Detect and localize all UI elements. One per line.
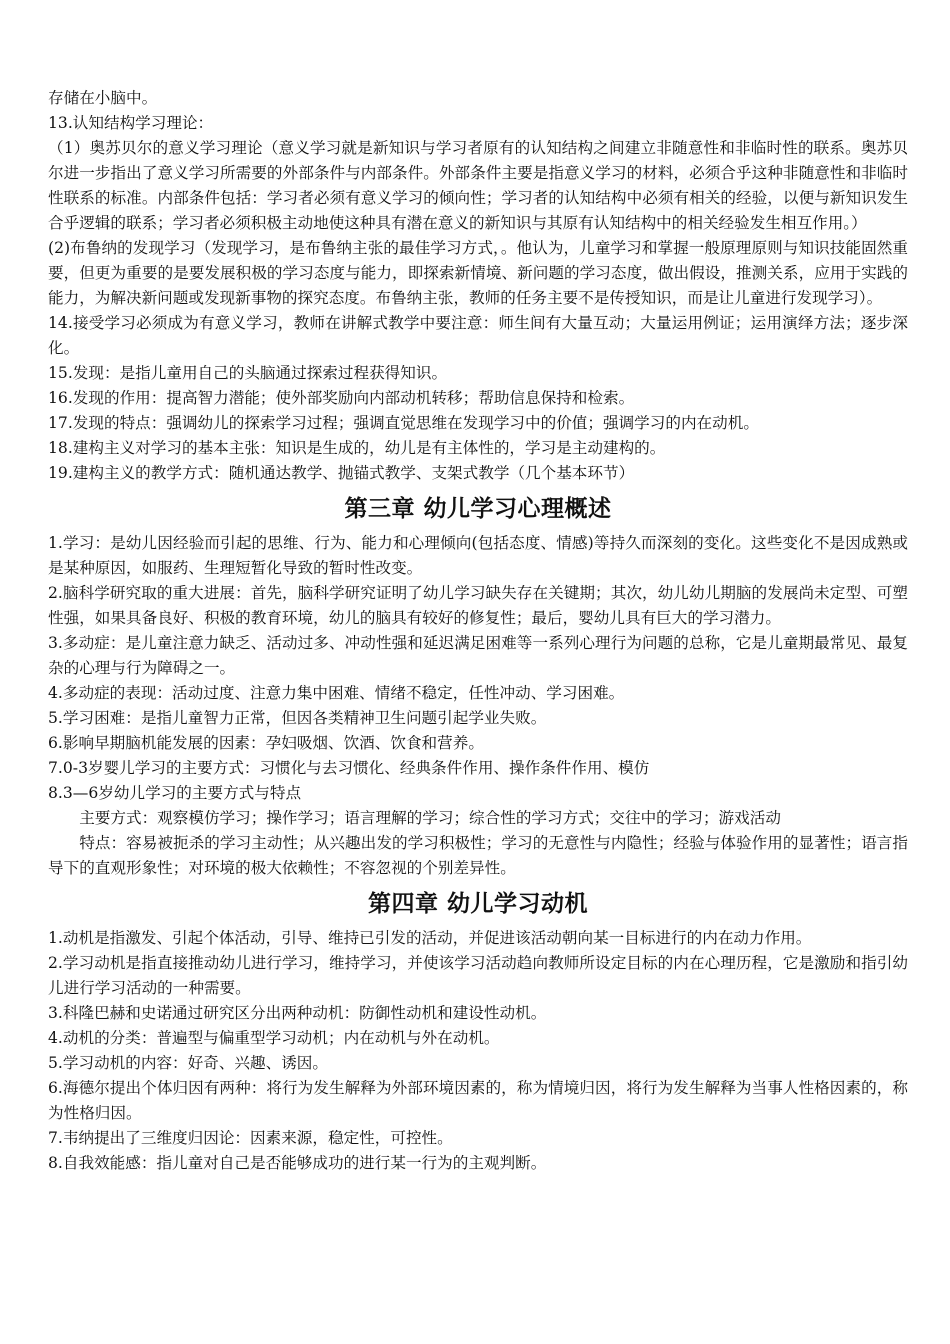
- list-item: 8.自我效能感：指儿童对自己是否能够成功的进行某一行为的主观判断。: [48, 1154, 547, 1172]
- list-item: 4.动机的分类：普遍型与偏重型学习动机；内在动机与外在动机。: [48, 1029, 500, 1047]
- paragraph: 13.认知结构学习理论：: [48, 114, 214, 132]
- paragraph: 19.建构主义的教学方式：随机通达教学、抛锚式教学、支架式教学（几个基本环节）: [48, 464, 635, 482]
- list-item: 6.影响早期脑机能发展的因素：孕妇吸烟、饮酒、饮食和营养。: [48, 734, 484, 752]
- paragraph: 18.建构主义对学习的基本主张：知识是生成的，幼儿是有主体性的，学习是主动建构的。: [48, 439, 666, 457]
- paragraph: 存储在小脑中。: [48, 89, 158, 107]
- list-item: 7.韦纳提出了三维度归因论：因素来源，稳定性，可控性。: [48, 1129, 453, 1147]
- paragraph: 17.发现的特点：强调幼儿的探索学习过程；强调直觉思维在发现学习中的价值；强调学习的内在动机。: [48, 414, 759, 432]
- chapter-4-section: [48, 926, 908, 1176]
- paragraph: 15.发现：是指儿童用自己的头脑通过探索过程获得知识。: [48, 364, 448, 382]
- paragraph: （1）奥苏贝尔的意义学习理论（意义学习就是新知识与学习者原有的认知结构之间建立非随意性和非临时性的联系。奥苏贝尔进一步指出了意义学习所需要的外部条件与内部条件。外部条件主要是指意义学习的材料，必须合乎这种非随意性和非临时性联系的标准。内部条件包括：学习者必须有意义学习的倾向性；学习者的认知结构中必须有相关的经验，以便与新知识发生合乎逻辑的联系；学习者必须积极主动地使这种具有潜在意义的新知识与其原有认知结构中的相关经验发生相互作用。）: [48, 139, 908, 232]
- list-item: 3.科隆巴赫和史诺通过研究区分出两种动机：防御性动机和建设性动机。: [48, 1004, 547, 1022]
- list-item: 6.海德尔提出个体归因有两种：将行为发生解释为外部环境因素的，称为情境归因，将行为发生解释为当事人性格因素的，称为性格归因。: [48, 1079, 908, 1122]
- main-methods-text: 主要方式：观察模仿学习；操作学习；语言理解的学习；综合性的学习方式；交往中的学习；游戏活动: [79, 809, 781, 827]
- list-item: 1.学习：是幼儿因经验而引起的思维、行为、能力和心理倾向(包括态度、情感)等持久而深刻的变化。这些变化不是因成熟或是某种原因，如服药、生理短暂化导致的暂时性改变。: [48, 534, 908, 577]
- list-item: 7.0-3岁婴儿学习的主要方式：习惯化与去习惯化、经典条件作用、操作条件作用、模仿: [48, 759, 650, 777]
- paragraph: 14.接受学习必须成为有意义学习，教师在讲解式教学中要注意：师生间有大量互动；大量运用例证；运用演绎方法；逐步深化。: [48, 314, 908, 357]
- list-item: 8.3—6岁幼儿学习的主要方式与特点: [48, 784, 302, 802]
- chapter-4-heading: 第四章 幼儿学习动机: [367, 891, 588, 917]
- paragraph: (2)布鲁纳的发现学习（发现学习，是布鲁纳主张的最佳学习方式，。他认为，儿童学习和掌握一般原理原则与知识技能固然重要，但更为重要的是要发展积极的学习态度与能力，即探索新情境、新问题的学习态度，做出假设，推测关系，应用于实践的能力，为解决新问题或发现新事物的探究态度。布鲁纳主张，教师的任务主要不是传授知识，而是让儿童进行发现学习）。: [48, 239, 908, 307]
- chapter-3-heading: 第三章 幼儿学习心理概述: [344, 496, 612, 522]
- document-page: [48, 86, 908, 1176]
- list-item: 3.多动症：是儿童注意力缺乏、活动过多、冲动性强和延迟满足困难等一系列心理行为问题的总称，它是儿童期最常见、最复杂的心理与行为障碍之一。: [48, 634, 908, 677]
- chapter-3-section: [48, 531, 908, 881]
- list-item: 1.动机是指激发、引起个体活动，引导、维持已引发的活动，并促进该活动朝向某一目标进行的内在动力作用。: [48, 929, 812, 947]
- list-item: 5.学习动机的内容：好奇、兴趣、诱因。: [48, 1054, 328, 1072]
- list-item: 2.学习动机是指直接推动幼儿进行学习，维持学习，并使该学习活动趋向教师所设定目标的内在心理历程，它是激励和指引幼儿进行学习活动的一种需要。: [48, 954, 908, 997]
- paragraph: 16.发现的作用：提高智力潜能；使外部奖励向内部动机转移；帮助信息保持和检索。: [48, 389, 635, 407]
- list-item: 4.多动症的表现：活动过度、注意力集中困难、情绪不稳定，任性冲动、学习困难。: [48, 684, 625, 702]
- list-item: 5.学习困难：是指儿童智力正常，但因各类精神卫生问题引起学业失败。: [48, 709, 547, 727]
- features-text: 特点：容易被扼杀的学习主动性；从兴趣出发的学习积极性；学习的无意性与内隐性；经验与体验作用的显著性；语言指导下的直观形象性；对环境的极大依赖性；不容忽视的个别差异性。: [48, 834, 908, 877]
- top-section: [48, 86, 908, 486]
- list-item: 2.脑科学研究取的重大进展：首先，脑科学研究证明了幼儿学习缺失存在关键期；其次，幼儿幼儿期脑的发展尚未定型、可塑性强，如果具备良好、积极的教育环境，幼儿的脑具有较好的修复性；最后，婴幼儿具有巨大的学习潜力。: [48, 584, 908, 627]
